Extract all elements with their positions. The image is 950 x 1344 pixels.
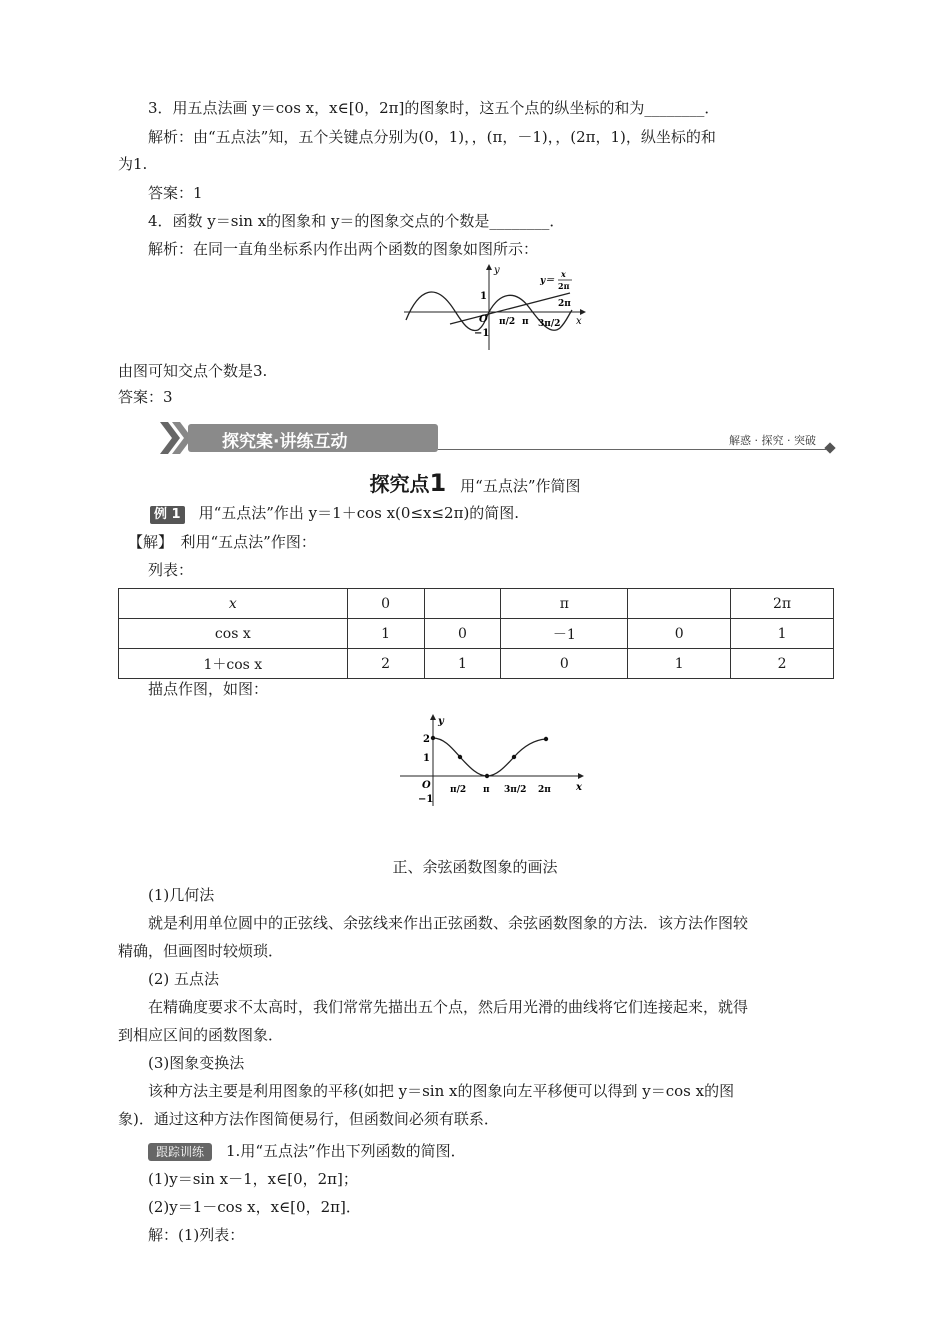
table-cell: 2 [347, 649, 424, 679]
section-title-text: 用“五点法”作简图 [460, 477, 581, 495]
q4-analysis: 解析：在同一直角坐标系内作出两个函数的图象如图所示： [148, 240, 539, 258]
y-axis-arrow [430, 714, 436, 720]
method-2-text-cont: 到相应区间的函数图象． [118, 1026, 284, 1044]
y-axis-arrow [486, 264, 492, 270]
example-badge: 例 1 [150, 506, 185, 524]
table-cell: x [119, 589, 348, 619]
table-cell: －1 [501, 619, 628, 649]
method-3-text: 该种方法主要是利用图象的平移(如把 y＝sin x的图象向左平移便可以得到 y＝cos x的图 [148, 1082, 735, 1100]
section-title [0, 468, 950, 497]
table-cell: 1＋cos x [119, 649, 348, 679]
example-line [150, 502, 866, 524]
y-label: y [438, 716, 444, 727]
tick-2pi: 2π [538, 785, 551, 795]
q4-conclusion: 由图可知交点个数是3. [118, 362, 268, 380]
values-table [118, 588, 834, 679]
example-text: 用“五点法”作出 y＝1＋cos x(0≤x≤2π)的简图. [198, 504, 520, 522]
practice-item-2: (2)y＝1－cos x，x∈[0，2π]． [148, 1198, 361, 1216]
section-banner [158, 418, 834, 458]
banner-subtitle: 解惑 · 探究 · 突破 [729, 434, 816, 447]
origin-label: O [422, 780, 431, 791]
banner-title: 探究案·讲练互动 [222, 432, 348, 452]
table-row [119, 649, 834, 679]
tick-pi: π [522, 317, 529, 327]
method-1-text-cont: 精确，但画图时较烦琐． [118, 942, 284, 960]
tick-3pi-over-2: 3π/2 [538, 319, 561, 329]
table-row [119, 619, 834, 649]
method-1-title: (1)几何法 [148, 886, 215, 904]
tick-1: 1 [480, 291, 487, 302]
line-label-den: 2π [558, 281, 570, 291]
tick-3pi-over-2: 3π/2 [504, 785, 527, 795]
banner-title-bar [188, 424, 438, 452]
table-cell: π [501, 589, 628, 619]
banner-rule [438, 449, 826, 450]
point [544, 737, 548, 741]
table-cell: 0 [628, 619, 731, 649]
point [458, 755, 462, 759]
q3-analysis: 解析：由“五点法”知，五个关键点分别为(0，1)，，(π，－1)，，(2π，1)，纵坐标的和 [148, 128, 716, 146]
table-cell: 0 [347, 589, 424, 619]
intersection-graph [400, 262, 590, 354]
section-title-number: 1 [429, 469, 447, 497]
q4-question: 4．函数 y＝sin x的图象和 y＝的图象交点的个数是________． [148, 212, 565, 230]
point [512, 755, 516, 759]
table-cell: 2 [731, 649, 834, 679]
practice-item-1: (1)y＝sin x－1，x∈[0，2π]； [148, 1170, 358, 1188]
table-cell: 1 [731, 619, 834, 649]
table-cell [628, 589, 731, 619]
point [431, 736, 435, 740]
line-label-num: x [561, 269, 566, 279]
table-cell: 2π [731, 589, 834, 619]
q3-analysis-cont: 为1. [118, 155, 148, 173]
line-label: y＝ [540, 276, 555, 286]
method-1-text: 就是利用单位圆中的正弦线、余弦线来作出正弦函数、余弦函数图象的方法．该方法作图较 [148, 914, 749, 932]
y-label: y [494, 265, 500, 276]
tick-pi: π [483, 785, 490, 795]
table-row [119, 589, 834, 619]
q3-answer: 答案：1 [148, 184, 203, 202]
practice-title: 1.用“五点法”作出下列函数的简图． [226, 1142, 466, 1160]
practice-badge [148, 1143, 212, 1161]
method-2-text: 在精确度要求不太高时，我们常常先描出五个点，然后用光滑的曲线将它们连接起来，就得 [148, 998, 749, 1016]
section-title-big: 探究点 [369, 472, 430, 496]
example-solution: 【解】 利用“五点法”作图： [128, 533, 316, 551]
practice-solution: 解：(1)列表： [148, 1226, 245, 1244]
tick-pi-over-2: π/2 [450, 785, 467, 795]
x-label: x [576, 782, 582, 793]
tick-2pi: 2π [558, 299, 571, 309]
practice-badge-label: 跟踪训练 [156, 1145, 205, 1159]
x-label: x [576, 316, 582, 327]
table-cell: cos x [119, 619, 348, 649]
practice-line [148, 1140, 864, 1162]
list-table-label: 列表： [148, 561, 194, 579]
plot-text: 描点作图，如图： [148, 680, 269, 698]
table-cell: 0 [424, 619, 501, 649]
table-cell [424, 589, 501, 619]
method-2-title: (2) 五点法 [148, 970, 220, 988]
tick-2: 2 [423, 734, 430, 745]
point [485, 774, 489, 778]
table-cell: 1 [628, 649, 731, 679]
table-cell: 1 [424, 649, 501, 679]
tick-neg1: −1 [418, 794, 434, 805]
q4-answer: 答案：3 [118, 388, 173, 406]
table-cell: 1 [347, 619, 424, 649]
methods-title: 正、余弦函数图象的画法 [392, 858, 558, 876]
q3-question: 3．用五点法画 y＝cos x，x∈[0，2π]的图象时，这五个点的纵坐标的和为________． [148, 99, 720, 117]
diamond-icon [824, 442, 835, 453]
x-axis-arrow [580, 309, 586, 315]
cosine-curve [433, 738, 546, 776]
tick-neg1: −1 [474, 328, 490, 339]
tick-pi-over-2: π/2 [499, 317, 516, 327]
table-cell: 0 [501, 649, 628, 679]
origin-label: O [479, 314, 488, 325]
x-axis-arrow [578, 773, 584, 779]
cosine-graph [396, 712, 588, 808]
method-3-title: (3)图象变换法 [148, 1054, 245, 1072]
method-3-text-cont: 象)．通过这种方法作图简便易行，但函数间必须有联系． [118, 1110, 499, 1128]
tick-1: 1 [423, 753, 430, 764]
